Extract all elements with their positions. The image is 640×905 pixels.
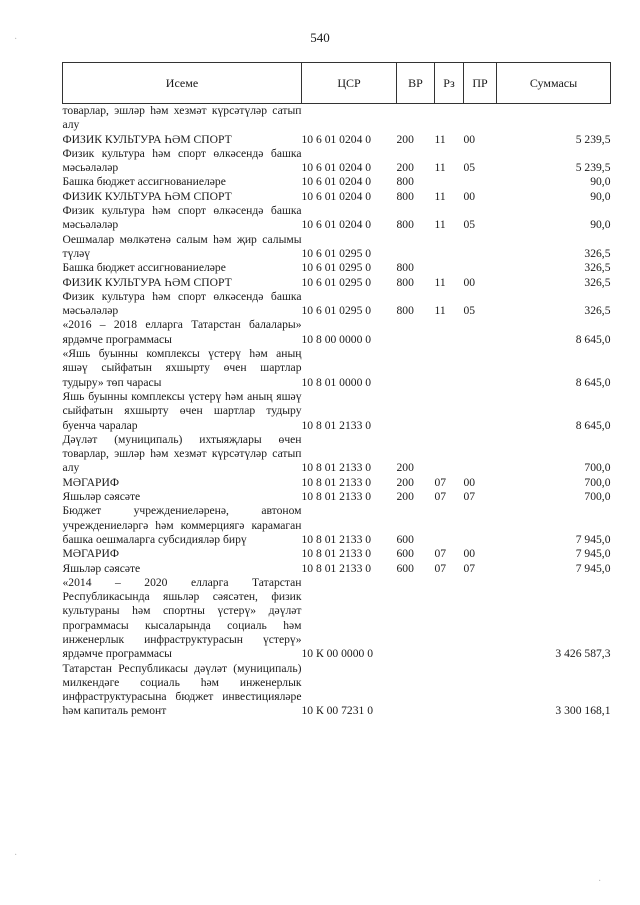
cell-csr: 10 8 01 2133 0 [301,490,372,504]
cell-sum: 5 239,5 [575,161,611,175]
cell-name: Бюджет учреждениеләренә, автоном учреждениеләргә һәм коммерциягә карамаган башка оешмаларга субсидияләр бирү [62,504,302,546]
column-header-sum: Суммасы [497,63,611,104]
cell-pr: 00 [463,132,476,146]
cell-sum: 8 645,0 [575,332,611,346]
cell-sum: 326,5 [584,261,611,275]
cell-csr: 10 8 01 2133 0 [301,475,372,489]
table-row [63,476,611,490]
table-row [63,104,611,133]
cell-rz [435,233,464,262]
column-header-rz: Рз [435,63,464,104]
cell-sum: 326,5 [584,304,611,318]
cell-name: Дәүләт (муниципаль) ихтыяҗлары өчен товарлар, эшләр һәм хезмәт күрсәтүләр сатып алу [62,432,302,475]
cell-csr: 10 К 00 0000 0 [301,647,373,661]
table-row [63,490,611,504]
cell-rz [435,318,464,347]
cell-pr [464,390,497,433]
cell-vr [397,390,435,433]
cell-sum: 7 945,0 [575,561,611,575]
cell-csr: 10 6 01 0204 0 [301,132,372,146]
cell-sum: 700,0 [584,490,611,504]
cell-sum: 8 645,0 [575,418,611,432]
cell-pr: 05 [463,304,476,318]
cell-csr: 10 8 01 2133 0 [301,418,372,432]
table-row [63,433,611,476]
cell-pr [464,662,497,719]
column-header-name: Исеме [63,63,302,104]
cell-sum: 90,0 [590,218,611,232]
cell-vr: 200 [396,161,414,175]
cell-name: ФИЗИК КУЛЬТУРА ҺӘМ СПОРТ [62,132,232,146]
table-row [63,662,611,719]
cell-sum: 7 945,0 [575,547,611,561]
column-header-vr: ВР [397,63,435,104]
cell-vr [397,233,435,262]
cell-sum: 3 300 168,1 [555,704,611,718]
cell-pr [464,504,497,547]
cell-sum: 700,0 [584,461,611,475]
cell-pr: 05 [463,218,476,232]
cell-name: Башка бюджет ассигнованиеләре [62,261,226,275]
cell-name: Яшьләр сәясәте [62,561,141,575]
cell-csr: 10 8 01 2133 0 [301,532,372,546]
cell-csr: 10 К 00 7231 0 [301,704,373,718]
cell-pr [464,433,497,476]
cell-pr [464,175,497,189]
cell-sum [497,104,611,133]
cell-vr: 800 [396,189,414,203]
cell-vr [397,347,435,390]
cell-vr [397,318,435,347]
cell-rz [435,662,464,719]
cell-vr: 600 [396,561,414,575]
cell-name: товарлар, эшләр һәм хезмәт күрсәтүләр сатып алу [62,104,302,132]
cell-rz [435,347,464,390]
table-row [63,390,611,433]
cell-rz [435,175,464,189]
cell-name: Физик культура һәм спорт өлкәсендә башка мәсьәләләр [62,146,302,175]
cell-name: «2016 – 2018 елларга Татарстан балалары» ярдәмче программасы [62,318,302,346]
cell-name: Физик культура һәм спорт өлкәсендә башка мәсьәләләр [62,204,302,232]
cell-sum: 7 945,0 [575,532,611,546]
table-row [63,175,611,189]
cell-csr: 10 6 01 0295 0 [301,275,372,289]
table-row [63,562,611,576]
cell-name: МӘГАРИФ [62,475,119,489]
cell-rz [435,104,464,133]
cell-pr: 05 [463,161,476,175]
table-row [63,576,611,662]
cell-name: «2014 – 2020 елларга Татарстан Республикасында яшьләр сәясәтен, физик культураны һәм спортны үстерү» дәүләт программасы кысаларында социаль һәм инженерлык инфраструктурасын үстерү» ярдәмче программасы [62,575,302,661]
cell-rz [435,261,464,275]
cell-vr: 200 [396,132,414,146]
cell-vr: 200 [396,461,414,475]
cell-csr: 10 8 01 2133 0 [301,561,372,575]
table-row [63,204,611,233]
cell-rz: 11 [434,275,446,289]
cell-rz [435,390,464,433]
table-header-row [63,63,611,104]
table-row [63,547,611,561]
cell-pr: 00 [463,475,476,489]
cell-csr: 10 6 01 0204 0 [301,175,372,189]
cell-csr: 10 6 01 0204 0 [301,218,372,232]
cell-rz: 07 [434,547,447,561]
cell-name: Яшь буынны комплексы үстерү һәм аның яшәү сыйфатын яхшырту өчен шартлар тудыру буенча чаралар [62,389,302,432]
cell-csr: 10 8 01 0000 0 [301,375,372,389]
page-number: 540 [310,30,330,45]
cell-name: Татарстан Республикасы дәүләт (муниципаль) милкендәге социаль һәм инженерлык инфраструктурасына бюджет инвестицияләре һәм капиталь ремонт [62,661,302,718]
cell-pr [464,576,497,662]
cell-rz [435,576,464,662]
cell-sum: 3 426 587,3 [555,647,611,661]
scan-edge-mark: · [598,876,602,887]
cell-sum: 90,0 [590,175,611,189]
cell-rz: 07 [434,490,447,504]
table-row [63,147,611,176]
cell-sum: 326,5 [584,246,611,260]
table-row [63,190,611,204]
cell-name: Физик культура һәм спорт өлкәсендә башка мәсьәләләр [62,289,302,318]
cell-rz: 07 [434,561,447,575]
table-row [63,318,611,347]
cell-rz: 11 [434,132,446,146]
cell-sum: 8 645,0 [575,375,611,389]
cell-name: «Яшь буынны комплексы үстерү һәм аның яшәү сыйфатын яхшырту өчен шартлар тудыру» төп чарасы [62,347,302,389]
cell-vr: 800 [396,304,414,318]
cell-csr: 10 6 01 0204 0 [301,161,372,175]
cell-vr: 800 [396,175,414,189]
cell-csr: 10 6 01 0204 0 [301,189,372,203]
scan-edge-mark: · [14,850,18,861]
cell-name: Башка бюджет ассигнованиеләре [62,175,226,189]
cell-pr [464,318,497,347]
cell-csr: 10 6 01 0295 0 [301,261,372,275]
cell-csr [302,104,397,133]
cell-vr: 200 [396,490,414,504]
cell-vr: 800 [396,261,414,275]
table-row [63,261,611,275]
table-row [63,233,611,262]
table-row [63,504,611,547]
cell-vr: 600 [396,547,414,561]
cell-pr: 00 [463,547,476,561]
cell-csr: 10 6 01 0295 0 [301,246,372,260]
cell-csr: 10 6 01 0295 0 [301,304,372,318]
cell-csr: 10 8 01 2133 0 [301,461,372,475]
cell-rz: 07 [434,475,447,489]
cell-sum: 5 239,5 [575,132,611,146]
cell-rz: 11 [434,189,446,203]
table-row [63,276,611,290]
budget-table [62,62,611,719]
cell-vr: 800 [396,218,414,232]
cell-pr [464,261,497,275]
cell-vr [397,662,435,719]
cell-vr [397,104,435,133]
table-row [63,133,611,147]
cell-rz: 11 [434,161,446,175]
table-header [63,63,611,104]
cell-rz: 11 [434,304,446,318]
scan-edge-mark: · [14,34,18,45]
table-row [63,347,611,390]
cell-rz [435,433,464,476]
cell-rz: 11 [434,218,446,232]
cell-csr: 10 8 00 0000 0 [301,332,372,346]
cell-csr: 10 8 01 2133 0 [301,547,372,561]
cell-vr: 600 [396,532,414,546]
column-header-pr: ПР [464,63,497,104]
cell-pr [464,233,497,262]
cell-name: Яшьләр сәясәте [62,490,141,504]
cell-name: Оешмалар мөлкәтенә салым һәм җир салымы түләү [62,232,302,260]
cell-pr [464,347,497,390]
cell-rz [435,504,464,547]
cell-name: МӘГАРИФ [62,547,119,561]
cell-vr: 800 [396,275,414,289]
cell-sum: 90,0 [590,189,611,203]
cell-pr [464,104,497,133]
cell-sum: 326,5 [584,275,611,289]
table-row [63,290,611,319]
cell-pr: 00 [463,189,476,203]
column-header-csr: ЦСР [302,63,397,104]
cell-sum: 700,0 [584,475,611,489]
cell-pr: 07 [463,490,476,504]
cell-vr [397,576,435,662]
cell-name: ФИЗИК КУЛЬТУРА ҺӘМ СПОРТ [62,189,232,203]
cell-pr: 07 [463,561,476,575]
cell-name: ФИЗИК КУЛЬТУРА ҺӘМ СПОРТ [62,275,232,289]
cell-pr: 00 [463,275,476,289]
cell-vr: 200 [396,475,414,489]
table-body [63,104,611,719]
